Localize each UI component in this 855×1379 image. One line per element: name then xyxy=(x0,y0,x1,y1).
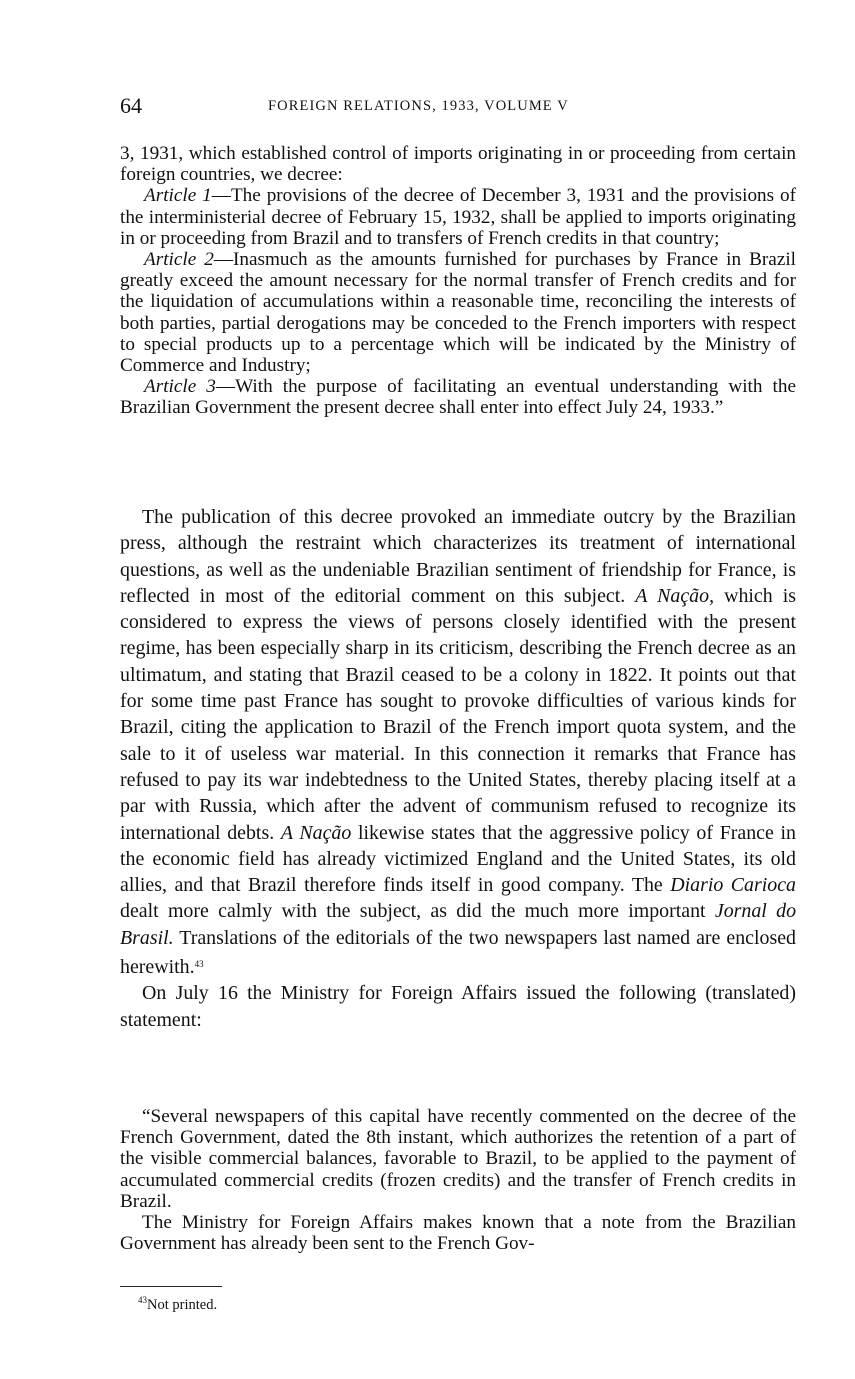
article-3 xyxy=(120,376,796,418)
body-text xyxy=(120,504,796,1033)
article-3-label: Article 3 xyxy=(144,376,216,398)
running-head: FOREIGN RELATIONS, 1933, VOLUME V xyxy=(268,98,569,114)
paragraph-text: likewise states that the aggressive policy of France in the economic field has already victimized England and the United States, its old allies, and that Brazil therefore finds itself in good company. The xyxy=(120,821,796,897)
page-number: 64 xyxy=(120,93,142,118)
footnote xyxy=(138,1295,217,1314)
newspaper-name: A Nação xyxy=(635,584,710,607)
article-2-label: Article 2 xyxy=(144,249,214,271)
ministry-statement-quote xyxy=(120,1106,796,1254)
page-header xyxy=(120,93,796,119)
article-3-text: —With the purpose of facilitating an eventual understanding with the Brazilian Government the present decree shall enter into effect July 24, 1933.” xyxy=(120,376,796,419)
footnote-number: 43 xyxy=(138,1295,147,1305)
footnote-divider xyxy=(120,1286,222,1287)
paragraph-text: Translations of the editorials of the two newspapers last named are enclosed herewith. xyxy=(120,926,796,979)
newspaper-name: Diario Carioca xyxy=(670,874,796,897)
article-1-text: —The provisions of the decree of December 3, 1931 and the provisions of the interministerial decree of February 15, 1932, shall be applied to imports originating in or proceeding from Brazil and to transfers of French credits in that country; xyxy=(120,185,797,249)
paragraph-text: dealt more calmly with the subject, as did the much more important xyxy=(120,900,715,923)
statement-paragraph-1: “Several newspapers of this capital have recently commented on the decree of the French Government, dated the 8th instant, which authorizes the retention of a part of the visible commercial balances, favorable to Brazil, to be applied to the payment of accumulated commercial credits (frozen credits) and the transfer of French credits in Brazil. xyxy=(120,1106,796,1212)
article-1 xyxy=(120,185,796,249)
newspaper-name: A Nação xyxy=(280,821,352,844)
footnote-reference[interactable]: 43 xyxy=(194,959,204,970)
paragraph-press-reaction xyxy=(120,504,796,980)
paragraph-text: The publication of this decree provoked an immediate outcry by the Brazilian press, although the restraint which characterizes its treatment of international questions, as well as the undeniable Brazilian sentiment of friendship for France, is reflected in most of the editorial comment on this subject. xyxy=(120,506,796,607)
statement-paragraph-2: The Ministry for Foreign Affairs makes known that a note from the Brazilian Government has already been sent to the French Gov- xyxy=(120,1212,796,1255)
article-2-text: —Inasmuch as the amounts furnished for purchases by France in Brazil greatly exceed the amount necessary for the normal transfer of French credits and for the liquidation of accumulations within a reasonable time, reconciling the interests of both parties, partial derogations may be conceded to the French importers with respect to special products up to a percentage which will be indicated by the Ministry of Commerce and Industry; xyxy=(120,249,797,377)
paragraph-text: , which is considered to express the views of persons closely identified with the present regime, has been especially sharp in its criticism, describing the French decree as an ultimatum, and stating that Brazil ceased to be a colony in 1822. It points out that for some time past France has sought to provoke difficulties of various kinds for Brazil, citing the application to Brazil of the French import quota system, and the sale to it of useless war material. In this connection it remarks that France has refused to pay its war indebtedness to the United States, thereby placing itself at a par with Russia, which after the advent of communism refused to recognize its international debts. xyxy=(120,584,797,844)
newspaper-name: Jornal do Brasil. xyxy=(120,900,797,949)
decree-quote xyxy=(120,143,796,419)
quote-intro: 3, 1931, which established control of imports originating in or proceeding from certain foreign countries, we decree: xyxy=(120,143,796,186)
article-1-label: Article 1 xyxy=(144,185,212,207)
footnote-text: Not printed. xyxy=(147,1297,218,1313)
paragraph-ministry-statement: On July 16 the Ministry for Foreign Affairs issued the following (translated) statement: xyxy=(120,982,796,1031)
article-2 xyxy=(120,249,796,376)
